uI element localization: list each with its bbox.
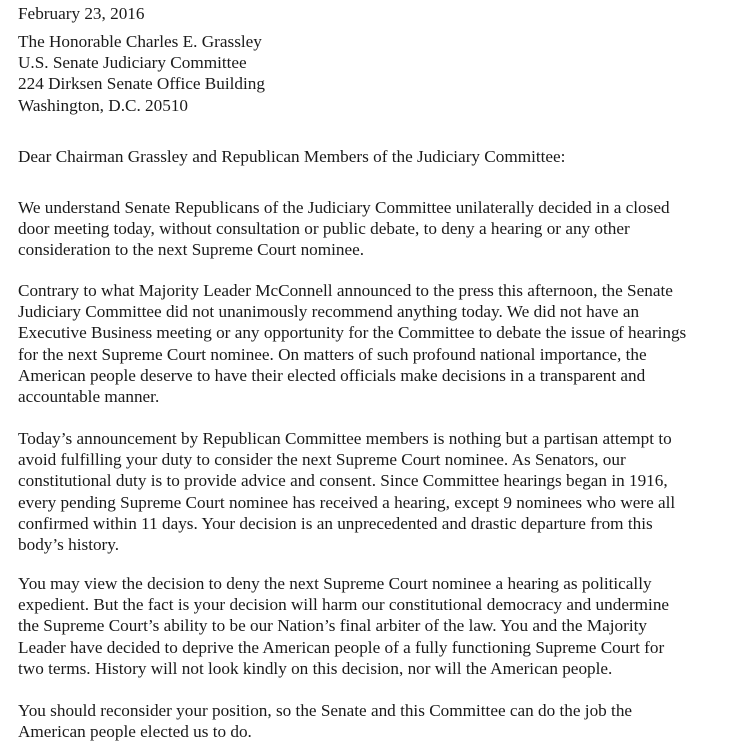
text-line: every pending Supreme Court nominee has received a hearing, except 9 nominees who were all bbox=[18, 492, 676, 512]
text-line: constitutional duty is to provide advice and consent. Since Committee hearings began in 1916, bbox=[18, 471, 668, 491]
text-line: confirmed within 11 days. Your decision is an unprecedented and drastic departure from this bbox=[18, 513, 653, 533]
text-line: Leader have decided to deprive the American people of a fully functioning Supreme Court for bbox=[18, 637, 665, 657]
text-line: Executive Business meeting or any opportunity for the Committee to debate the issue of hearings bbox=[18, 323, 687, 343]
paragraph-2 bbox=[18, 280, 749, 407]
letter-date bbox=[18, 3, 749, 24]
paragraph-4 bbox=[18, 573, 749, 679]
paragraph-1 bbox=[18, 197, 749, 261]
text-line: We understand Senate Republicans of the Judiciary Committee unilaterally decided in a closed bbox=[18, 198, 670, 217]
salutation bbox=[18, 146, 749, 167]
address-line: The Honorable Charles E. Grassley bbox=[18, 32, 262, 51]
text-line: two terms. History will not look kindly on this decision, nor will the American people. bbox=[18, 658, 613, 678]
paragraph-5 bbox=[18, 700, 749, 742]
text-line: for the next Supreme Court nominee. On matters of such profound national importance, the bbox=[18, 344, 647, 364]
salutation-text: Dear Chairman Grassley and Republican Members of the Judiciary Committee: bbox=[18, 147, 566, 166]
address-line: Washington, D.C. 20510 bbox=[18, 95, 189, 115]
address-line: 224 Dirksen Senate Office Building bbox=[18, 74, 265, 94]
text-line: body’s history. bbox=[18, 534, 120, 554]
recipient-address bbox=[18, 31, 749, 116]
text-line: the Supreme Court’s ability to be our Nation’s final arbiter of the law. You and the Majority bbox=[18, 616, 647, 636]
text-line: consideration to the next Supreme Court nominee. bbox=[18, 240, 365, 260]
text-line: accountable manner. bbox=[18, 386, 160, 406]
date-text: February 23, 2016 bbox=[18, 4, 145, 23]
text-line: Today’s announcement by Republican Committee members is nothing but a partisan attempt to bbox=[18, 429, 672, 448]
text-line: American people elected us to do. bbox=[18, 722, 252, 742]
text-line: You may view the decision to deny the next Supreme Court nominee a hearing as politically bbox=[18, 574, 652, 593]
address-line: U.S. Senate Judiciary Committee bbox=[18, 53, 247, 73]
text-line: You should reconsider your position, so the Senate and this Committee can do the job the bbox=[18, 701, 633, 720]
text-line: American people deserve to have their elected officials make decisions in a transparent and bbox=[18, 365, 646, 385]
text-line: expedient. But the fact is your decision will harm our constitutional democracy and undermine bbox=[18, 595, 670, 615]
text-line: Judiciary Committee did not unanimously recommend anything today. We did not have an bbox=[18, 302, 640, 322]
text-line: door meeting today, without consultation or public debate, to deny a hearing or any other bbox=[18, 219, 630, 239]
text-line: avoid fulfilling your duty to consider the next Supreme Court nominee. As Senators, our bbox=[18, 450, 626, 470]
paragraph-3 bbox=[18, 428, 749, 555]
text-line: Contrary to what Majority Leader McConnell announced to the press this afternoon, the Senate bbox=[18, 281, 673, 300]
